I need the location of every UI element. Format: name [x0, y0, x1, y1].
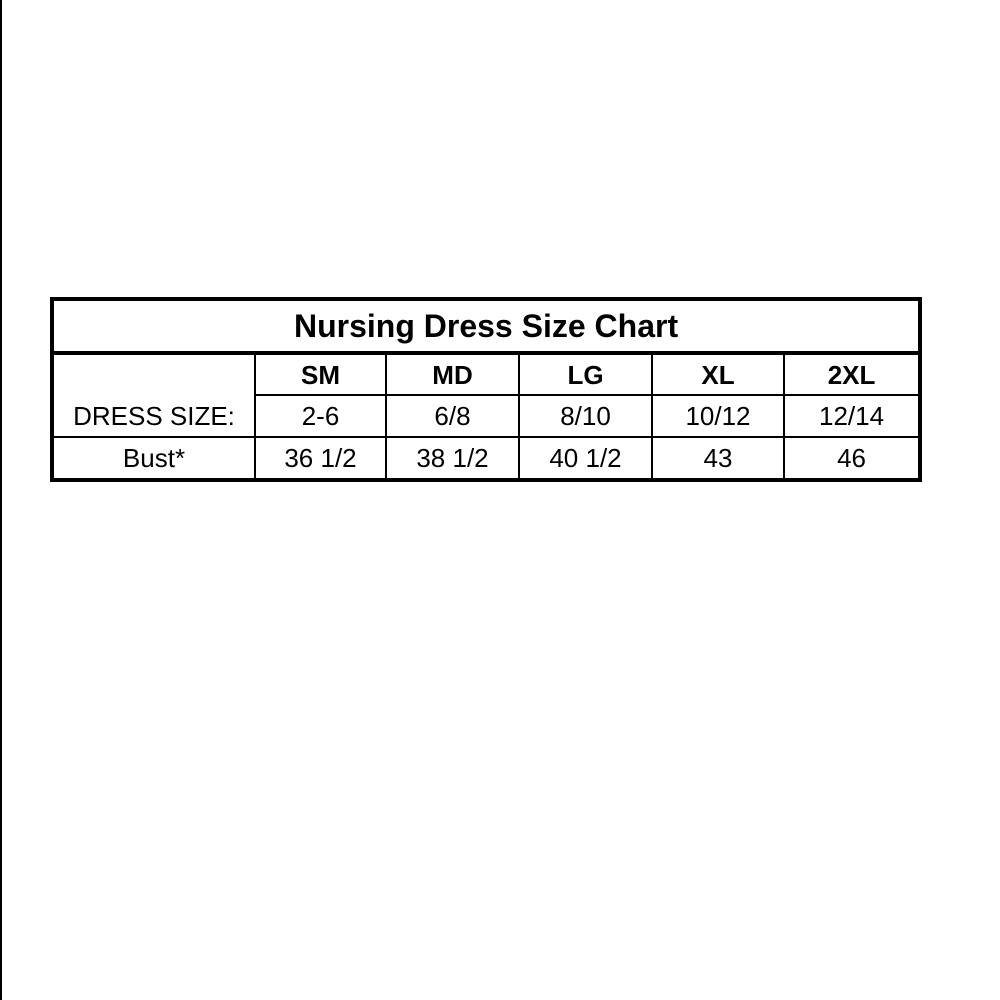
- title-row: [52, 299, 920, 353]
- row-label-dress-size: DRESS SIZE:: [52, 395, 255, 437]
- column-header-2xl: 2XL: [784, 353, 920, 395]
- column-header-xl: XL: [652, 353, 784, 395]
- table-cell: 10/12: [652, 395, 784, 437]
- size-chart-table: [50, 297, 922, 482]
- table-title: Nursing Dress Size Chart: [52, 299, 920, 353]
- table-row: [52, 395, 920, 437]
- header-row: [52, 353, 920, 395]
- table-cell: 40 1/2: [519, 437, 652, 480]
- table-cell: 36 1/2: [255, 437, 386, 480]
- column-header-md: MD: [386, 353, 519, 395]
- page-left-border: [0, 0, 2, 1000]
- table-cell: 46: [784, 437, 920, 480]
- column-header-lg: LG: [519, 353, 652, 395]
- column-header-sm: SM: [255, 353, 386, 395]
- table-cell: 2-6: [255, 395, 386, 437]
- table-cell: 38 1/2: [386, 437, 519, 480]
- table-row: [52, 437, 920, 480]
- row-label-bust: Bust*: [52, 437, 255, 480]
- table-cell: 6/8: [386, 395, 519, 437]
- table-cell: 43: [652, 437, 784, 480]
- table-cell: 8/10: [519, 395, 652, 437]
- table-cell: 12/14: [784, 395, 920, 437]
- header-stub-cell: [52, 353, 255, 395]
